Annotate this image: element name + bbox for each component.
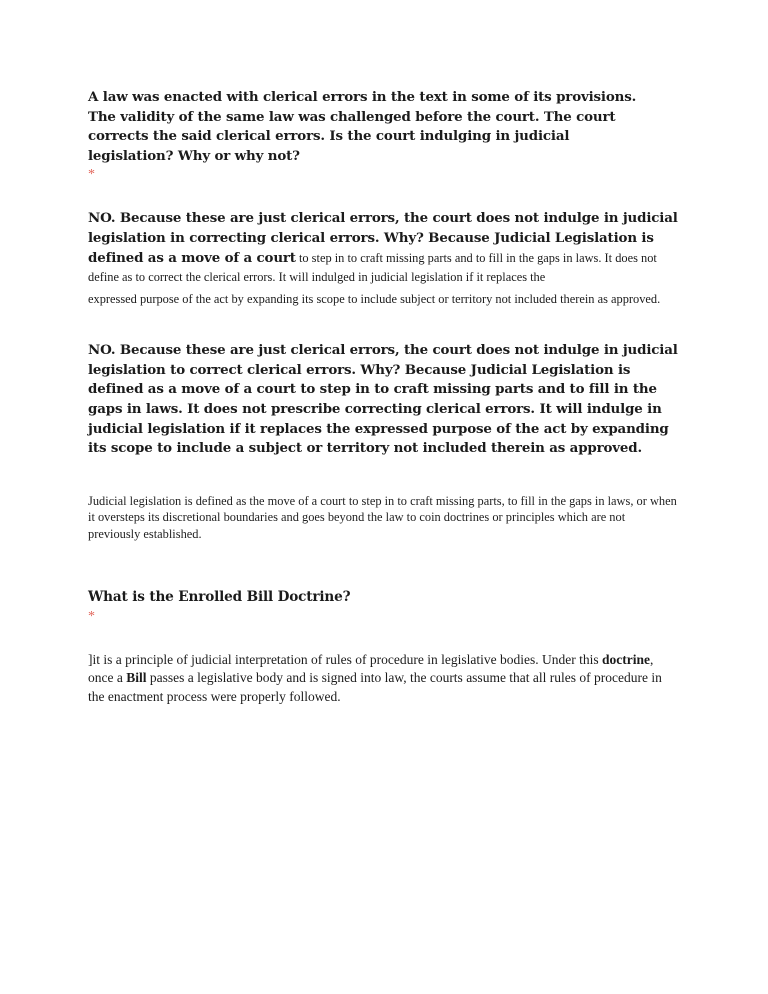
answer-1-regular-continuation: to step in to craft missing parts and to fill in the gaps in laws. It does not define as to correct the clerical errors. It will indulged in judicial legislation if it replaces the	[88, 250, 657, 285]
document-content	[88, 88, 680, 706]
question-2-required-marker: *	[88, 608, 95, 624]
question-1-block	[88, 88, 680, 183]
answer-3-segment-2: , once a	[88, 651, 654, 686]
question-2-block	[88, 588, 680, 625]
answer-3-segment-3: passes a legislative body and is signed into law, the courts assume that all rules of procedure in the enactment process were properly followed.	[88, 670, 662, 704]
definition-note-block	[88, 493, 680, 542]
answer-1-regular-tail: expressed purpose of the act by expanding its scope to include subject or territory not included therein as approved.	[88, 291, 661, 306]
answer-1-bold-lead: NO. Because these are just clerical errors, the court does not indulge in judicial legislation in correcting clerical errors. Why? Because Judicial Legislation is defined as a move of a court	[88, 210, 678, 266]
answer-3-segment-1: ]it is a principle of judicial interpretation of rules of procedure in legislative bodies. Under this	[88, 651, 602, 667]
answer-1-mixed-text	[88, 209, 680, 287]
answer-3-bold-doctrine: doctrine	[601, 651, 650, 667]
answer-1-block	[88, 209, 680, 307]
answer-3-bold-bill: Bill	[126, 670, 147, 686]
answer-3-block	[88, 651, 680, 707]
question-1-text: A law was enacted with clerical errors in the text in some of its provisions. The validity of the same law was challenged before the court. The court corrects the said clerical errors. Is the court indulging in judicial legislation? Why or why not?	[88, 89, 637, 164]
question-2-text: What is the Enrolled Bill Doctrine?	[88, 588, 351, 605]
question-1-required-marker: *	[88, 167, 95, 183]
answer-2-block	[88, 341, 680, 459]
answer-2-text: NO. Because these are just clerical errors, the court does not indulge in judicial legislation to correct clerical errors. Why? Because Judicial Legislation is defined as a move of a court to step in to craft missing parts and to fill in the gaps in laws. It does not prescribe correcting clerical errors. It will indulge in judicial legislation if it replaces the expressed purpose of the act by expanding its scope to include a subject or territory not included therein as approved.	[88, 342, 678, 457]
definition-note-text: Judicial legislation is defined as the move of a court to step in to craft missing parts, to fill in the gaps in laws, or when it oversteps its discretional boundaries and goes beyond the law to coin doctrines or principles which are not previously established.	[88, 493, 677, 541]
